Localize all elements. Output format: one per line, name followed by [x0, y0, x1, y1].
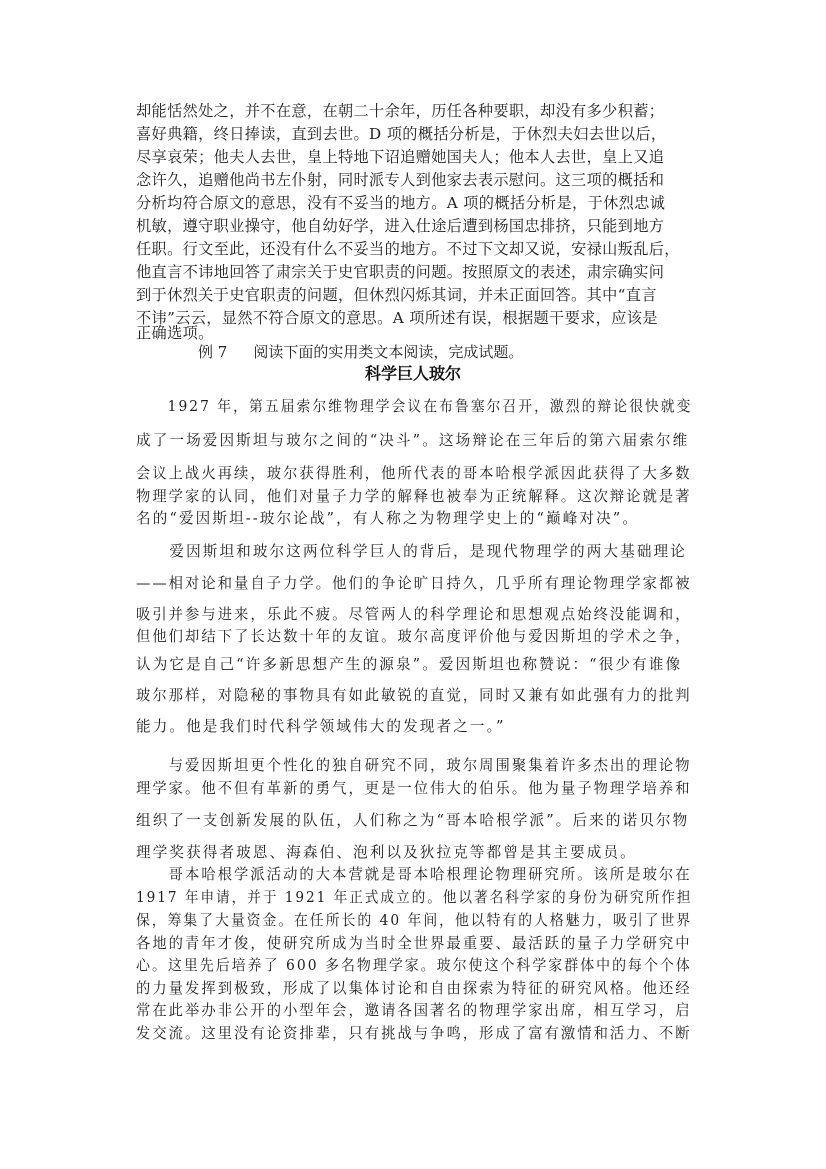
article-line: 名的“爱因斯坦--玻尔论战”，有人称之为物理学史上的“巅峰对决”。	[136, 510, 640, 527]
article-line: 物理学家的认同，他们对量子力学的解释也被奉为正统解释。这次辩论就是著	[136, 488, 692, 505]
analysis-line: 尽享哀荣；他夫人去世，皇上特地下诏追赠她国夫人；他本人去世，皇上又追	[136, 148, 665, 166]
article-line: 理学家。他不但有革新的勇气，更是一位伟大的伯乐。他为量子物理学培养和	[136, 780, 692, 797]
article-line: 常在此举办非公开的小型年会，邀请各国著名的物理学家出席，相互学习，启	[136, 1002, 692, 1019]
article-line: 组织了一支创新发展的队伍，人们称之为“哥本哈根学派”。后来的诺贝尔物	[136, 812, 690, 829]
article-line: 成了一场爱因斯坦与玻尔之间的“决斗”。这场辩论在三年后的第六届索尔维	[136, 432, 690, 449]
article-line: ——相对论和量自子力学。他们的争论旷日持久，几乎所有理论物理学家都被	[136, 575, 692, 592]
article-line: 保，筹集了大量资金。在任所长的 40 年间，他以特有的人格魅力，吸引了世界	[136, 912, 693, 929]
analysis-line: 正确选项。	[136, 324, 214, 342]
article-line: 发交流。这里没有论资排辈，只有挑战与争鸣，形成了富有激情和活力、不断	[136, 1025, 692, 1042]
article-line: 哥本哈根学派活动的大本营就是哥本哈根理论物理研究所。该所是玻尔在	[136, 866, 692, 883]
analysis-line: 机敏，遵守职业操守，他自幼好学，进入仕途后遭到杨国忠排挤，只能到地方	[136, 217, 665, 235]
article-line: 理学奖获得者玻恩、海森伯、泡利以及狄拉克等都曾是其主要成员。	[136, 844, 637, 861]
analysis-line: 喜好典籍，终日捧读，直到去世。D 项的概括分析是，于休烈夫妇去世以后，	[136, 125, 667, 143]
article-line: 认为它是自己“许多新思想产生的源泉”。爱因斯坦也称赞说：“很少有谁像	[136, 656, 683, 673]
article-line: 但他们却结下了长达数十年的友谊。玻尔高度评价他与爱因斯坦的学术之争，	[136, 628, 692, 645]
analysis-line: 不讳”云云，显然不符合原文的意思。A 项所述有误，根据题干要求，应该是	[136, 309, 658, 327]
article-line: 1917 年申请，并于 1921 年正式成立的。他以著名科学家的身份为研究所作担	[136, 889, 693, 906]
article-line: 的力量发挥到极致，形成了以集体讨论和自由探索为特征的研究风格。他还经	[136, 980, 692, 997]
example-instruction: 阅读下面的实用类文本阅读，完成试题。	[253, 343, 524, 361]
analysis-line: 念许久，追赠他尚书左仆射，同时派专人到他家去表示慰问。这三项的概括和	[136, 171, 665, 189]
article-line: 玻尔那样，对隐秘的事物具有如此敏锐的直觉，同时又兼有如此强有力的批判	[136, 687, 692, 704]
article-line: 能力。他是我们时代科学领域伟大的发现者之一。”	[136, 718, 506, 735]
analysis-line: 任职。行文至此，还没有什么不妥当的地方。不过下文却又说，安禄山叛乱后，	[136, 240, 680, 258]
article-line: 吸引并参与进来，乐此不疲。尽管两人的科学理论和思想观点始终没能调和，	[136, 606, 692, 623]
article-line: 各地的青年才俊，使研究所成为当时全世界最重要、最活跃的量子力学研究中	[136, 935, 692, 952]
article-line: 1927 年，第五届索尔维物理学会议在布鲁塞尔召开，激烈的辩论很快就变	[136, 398, 693, 415]
article-line: 会议上战火再续，玻尔获得胜利，他所代表的哥本哈根学派因此获得了大多数	[136, 465, 692, 482]
article-line: 爱因斯坦和玻尔这两位科学巨人的背后，是现代物理学的两大基础理论	[136, 543, 687, 560]
article-line: 与爱因斯坦更个性化的独自研究不同，玻尔周围聚集着许多杰出的理论物	[136, 757, 692, 774]
article-line: 心。这里先后培养了 600 多名物理学家。玻尔使这个科学家群体中的每个个体	[136, 957, 692, 974]
example-heading	[198, 342, 523, 362]
analysis-line: 分析均符合原文的意思，没有不妥当的地方。A 项的概括分析是，于休烈忠诚	[136, 194, 666, 212]
analysis-line: 他直言不讳地回答了肃宗关于史官职责的问题。按照原文的表述，肃宗确实问	[136, 263, 665, 281]
article-title: 科学巨人玻尔	[364, 364, 461, 383]
analysis-line: 到于休烈关于史官职责的问题，但休烈闪烁其词，并未正面回答。其中“直言	[136, 286, 657, 304]
example-label: 例 7	[198, 343, 228, 361]
analysis-line: 却能恬然处之，并不在意，在朝二十余年，历任各种要职，却没有多少积蓄；	[136, 102, 665, 120]
